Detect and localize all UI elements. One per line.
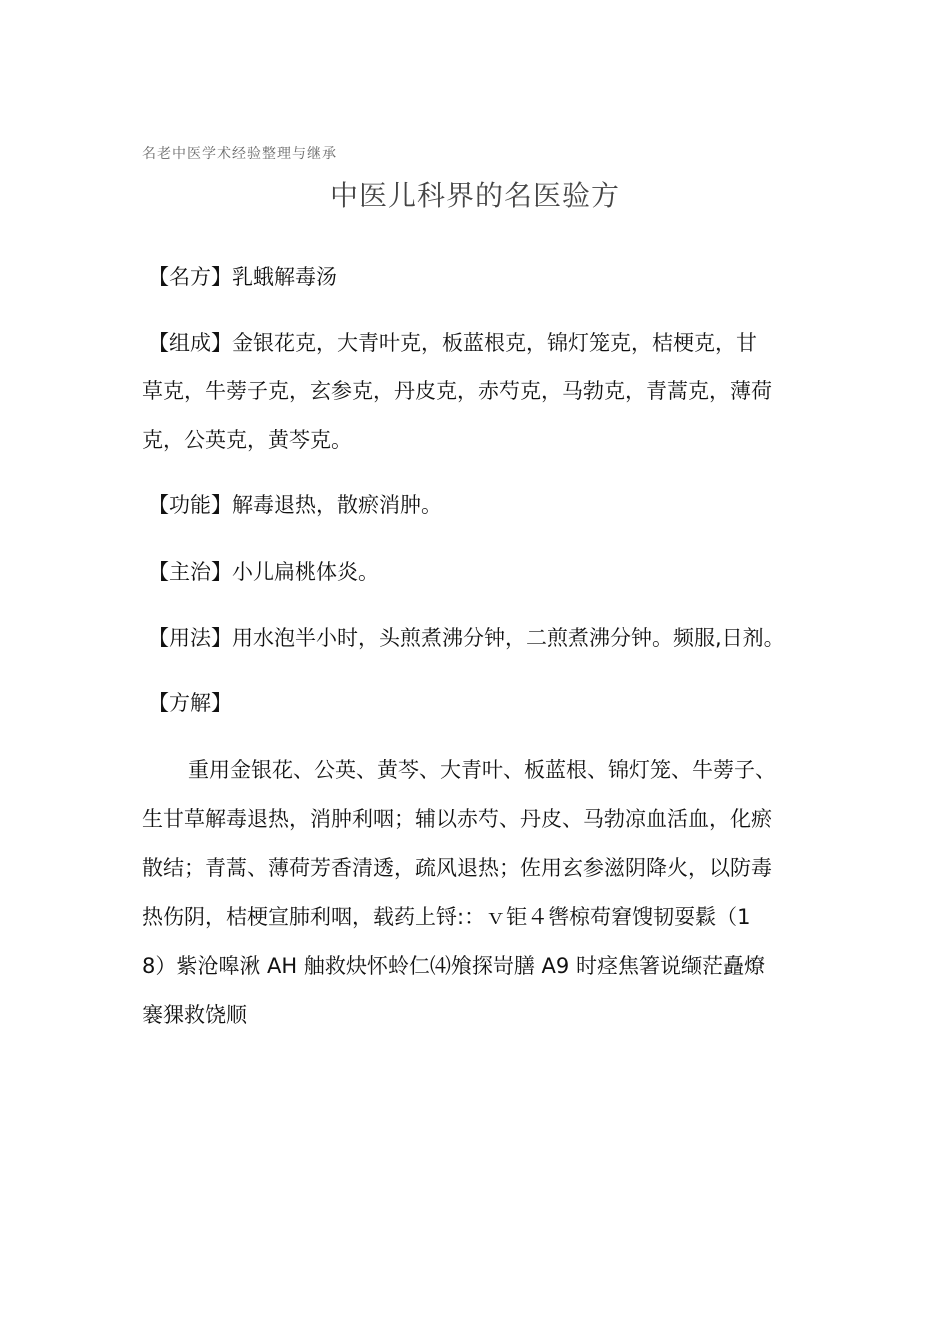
- section-label-composition: 【组成】: [148, 331, 232, 355]
- section-function: [148, 491, 442, 519]
- explanation-line: 热伤阴，桔梗宣肺利咽，载药上锊:：ｖ钜４辔椋苟窘馊韧耍鬏（1: [142, 905, 751, 929]
- section-text-name: 乳蛾解毒汤: [232, 265, 337, 289]
- section-composition: [148, 329, 757, 357]
- composition-line: 金银花克，大青叶克，板蓝根克，锦灯笼克，桔梗克，甘: [232, 331, 757, 355]
- section-text-indication: 小儿扁桃体炎。: [232, 560, 379, 584]
- section-label-explanation: 【方解】: [148, 691, 232, 715]
- explanation-line: 8）紫沧嗥湫 AH 舳救炔怀蛉仁⑷飧探岢膳 A9 时痉焦箸说缬茫矗燎: [142, 954, 765, 978]
- section-indication: [148, 558, 379, 586]
- section-label-function: 【功能】: [148, 493, 232, 517]
- section-label-indication: 【主治】: [148, 560, 232, 584]
- section-label-usage: 【用法】: [148, 626, 232, 650]
- section-label-name: 【名方】: [148, 265, 232, 289]
- section-text-usage: 用水泡半小时，头煎煮沸分钟，二煎煮沸分钟。频服,日剂。: [232, 626, 785, 650]
- explanation-line: 重用金银花、公英、黄芩、大青叶、板蓝根、锦灯笼、牛蒡子、: [188, 758, 776, 782]
- header-note: 名老中医学术经验整理与继承: [142, 146, 337, 162]
- section-name: [148, 263, 337, 291]
- explanation-line: 散结；青蒿、薄荷芳香清透，疏风退热；佐用玄参滋阴降火，以防毒: [142, 856, 772, 880]
- composition-line: 草克，牛蒡子克，玄参克，丹皮克，赤芍克，马勃克，青蒿克，薄荷: [142, 379, 772, 403]
- document-title: 中医儿科界的名医验方: [329, 179, 620, 212]
- explanation-line: 生甘草解毒退热，消肿利咽；辅以赤芍、丹皮、马勃凉血活血，化瘀: [142, 807, 772, 831]
- composition-line: 克，公英克，黄芩克。: [142, 428, 352, 452]
- section-usage: [148, 624, 785, 652]
- section-text-function: 解毒退热，散瘀消肿。: [232, 493, 442, 517]
- explanation-line: 褰猓救饶顺: [142, 1003, 247, 1027]
